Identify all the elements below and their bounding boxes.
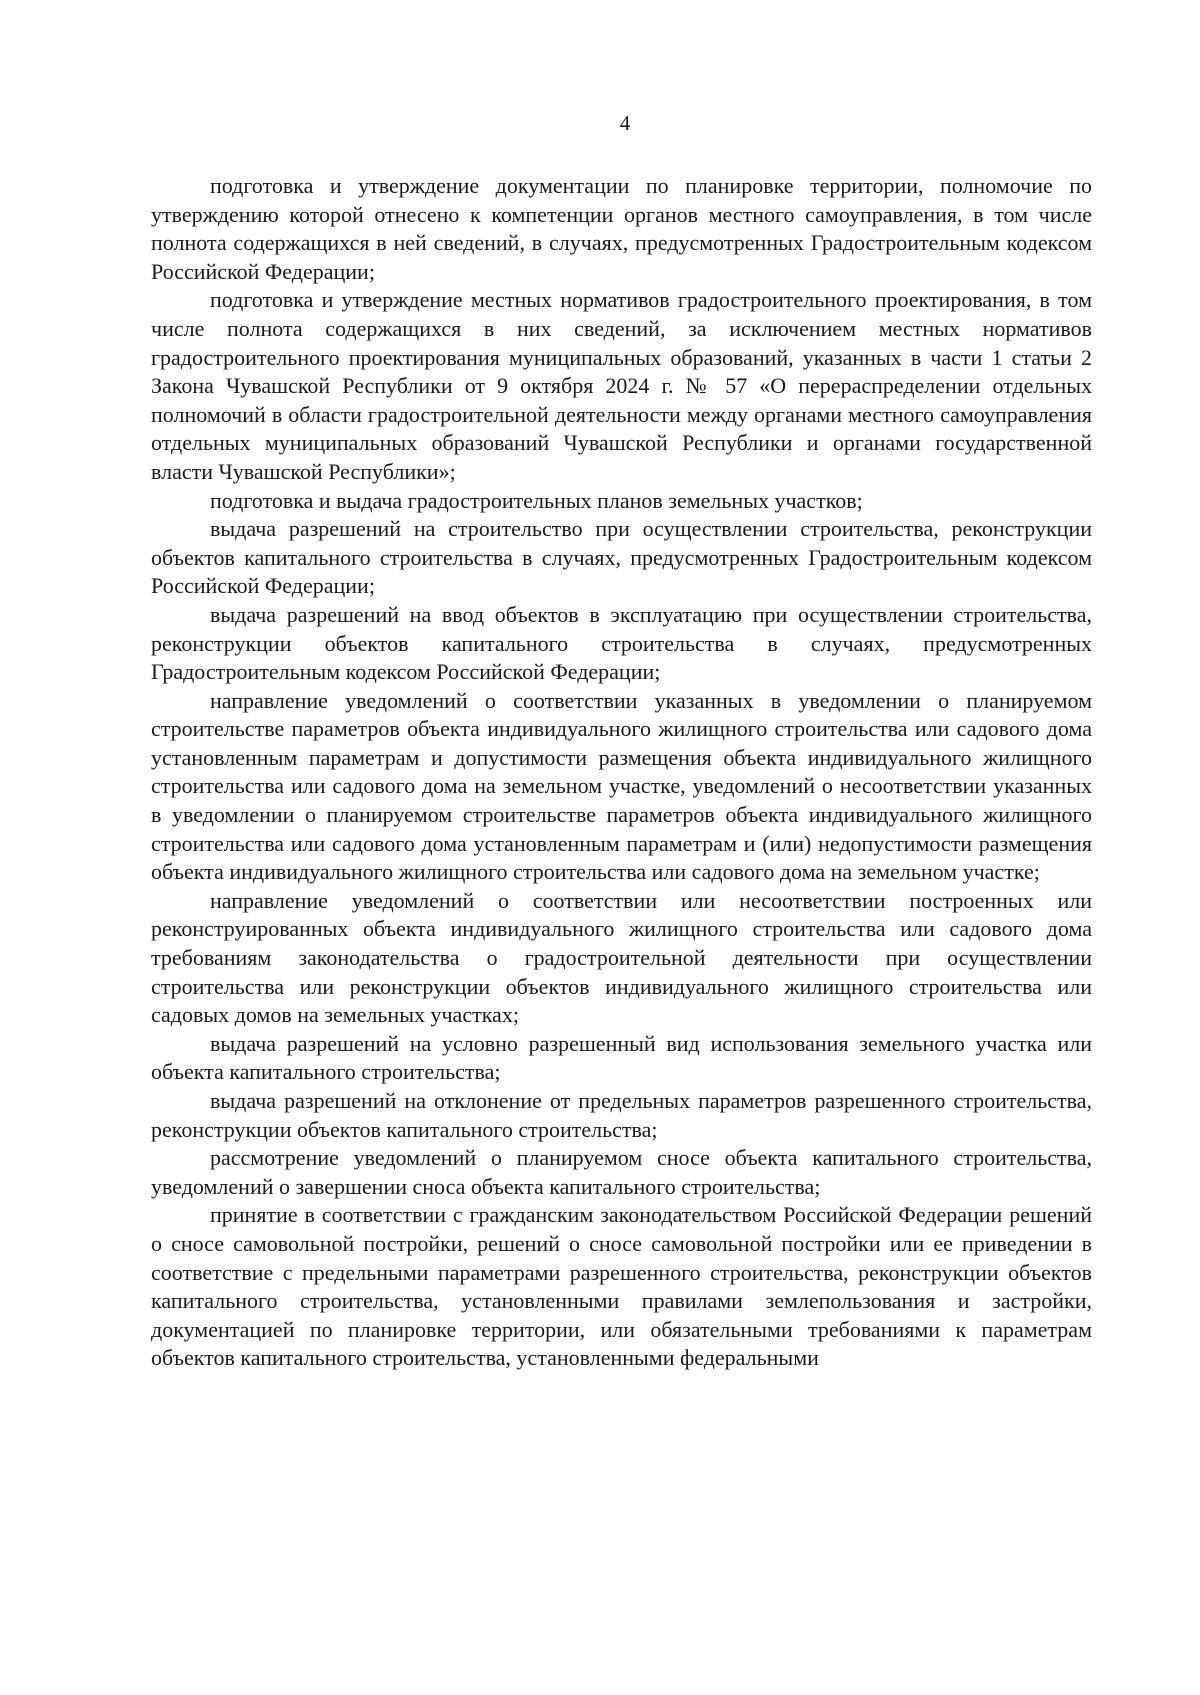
paragraph: рассмотрение уведомлений о планируемом сносе объекта капитального строительства, уведомлений о завершении сноса объекта капитального строительства;: [151, 1145, 1092, 1199]
paragraph: выдача разрешений на ввод объектов в эксплуатацию при осуществлении строительства, реконструкции объектов капитального строительства в случаях, предусмотренных Градостроительным кодексом Российской Федерации;: [151, 601, 1092, 685]
paragraph: направление уведомлений о соответствии указанных в уведомлении о планируемом строительстве параметров объекта индивидуального жилищного строительства или садового дома установленным параметрам и допустимости размещения объекта индивидуального жилищного строительства или садового дома на земельном участке, уведомлений о несоответствии указанных в уведомлении о планируемом строительстве параметров объекта индивидуального жилищного строительства или садового дома установленным параметрам и (или) недопустимости размещения объекта индивидуального жилищного строительства или садового дома на земельном участке;: [151, 687, 1092, 885]
paragraph: выдача разрешений на отклонение от предельных параметров разрешенного строительства, реконструкции объектов капитального строительства;: [151, 1088, 1092, 1142]
paragraph: подготовка и утверждение местных нормативов градостроительного проектирования, в том числе полнота содержащихся в них сведений, за исключением местных нормативов градостроительного проектирования муниципальных образований, указанных в части 1 статьи 2 Закона Чувашской Республики от 9 октября 2024 г. № 57 «О перераспределении отдельных полномочий в области градостроительной деятельности между органами местного самоуправления отдельных муниципальных образований Чувашской Республики и органами государственной власти Чувашской Республики»;: [151, 287, 1092, 484]
paragraph: подготовка и утверждение документации по планировке территории, полномочие по утверждению которой отнесено к компетенции органов местного самоуправления, в том числе полнота содержащихся в ней сведений, в случаях, предусмотренных Градостроительным кодексом Российской Федерации;: [151, 173, 1092, 284]
document-body: [151, 172, 1092, 1373]
paragraph: направление уведомлений о соответствии или несоответствии построенных или реконструированных объекта индивидуального жилищного строительства или садового дома требованиям законодательства о градостроительной деятельности при осуществлении строительства или реконструкции объектов индивидуального жилищного строительства или садовых домов на земельных участках;: [151, 887, 1092, 1028]
paragraph: подготовка и выдача градостроительных планов земельных участков;: [210, 487, 863, 513]
paragraph: принятие в соответствии с гражданским законодательством Российской Федерации решений о сносе самовольной постройки, решений о сносе самовольной постройки или ее приведении в соответствие с предельными параметрами разрешенного строительства, реконструкции объектов капитального строительства, установленными правилами землепользования и застройки, документацией по планировке территории, или обязательными требованиями к параметрам объектов капитального строительства, установленными федеральными: [151, 1202, 1092, 1371]
paragraph: выдача разрешений на строительство при осуществлении строительства, реконструкции объектов капитального строительства в случаях, предусмотренных Градостроительным кодексом Российской Федерации;: [151, 516, 1092, 599]
page-number: 4: [619, 111, 631, 135]
paragraph: выдача разрешений на условно разрешенный вид использования земельного участка или объекта капитального строительства;: [151, 1030, 1092, 1085]
